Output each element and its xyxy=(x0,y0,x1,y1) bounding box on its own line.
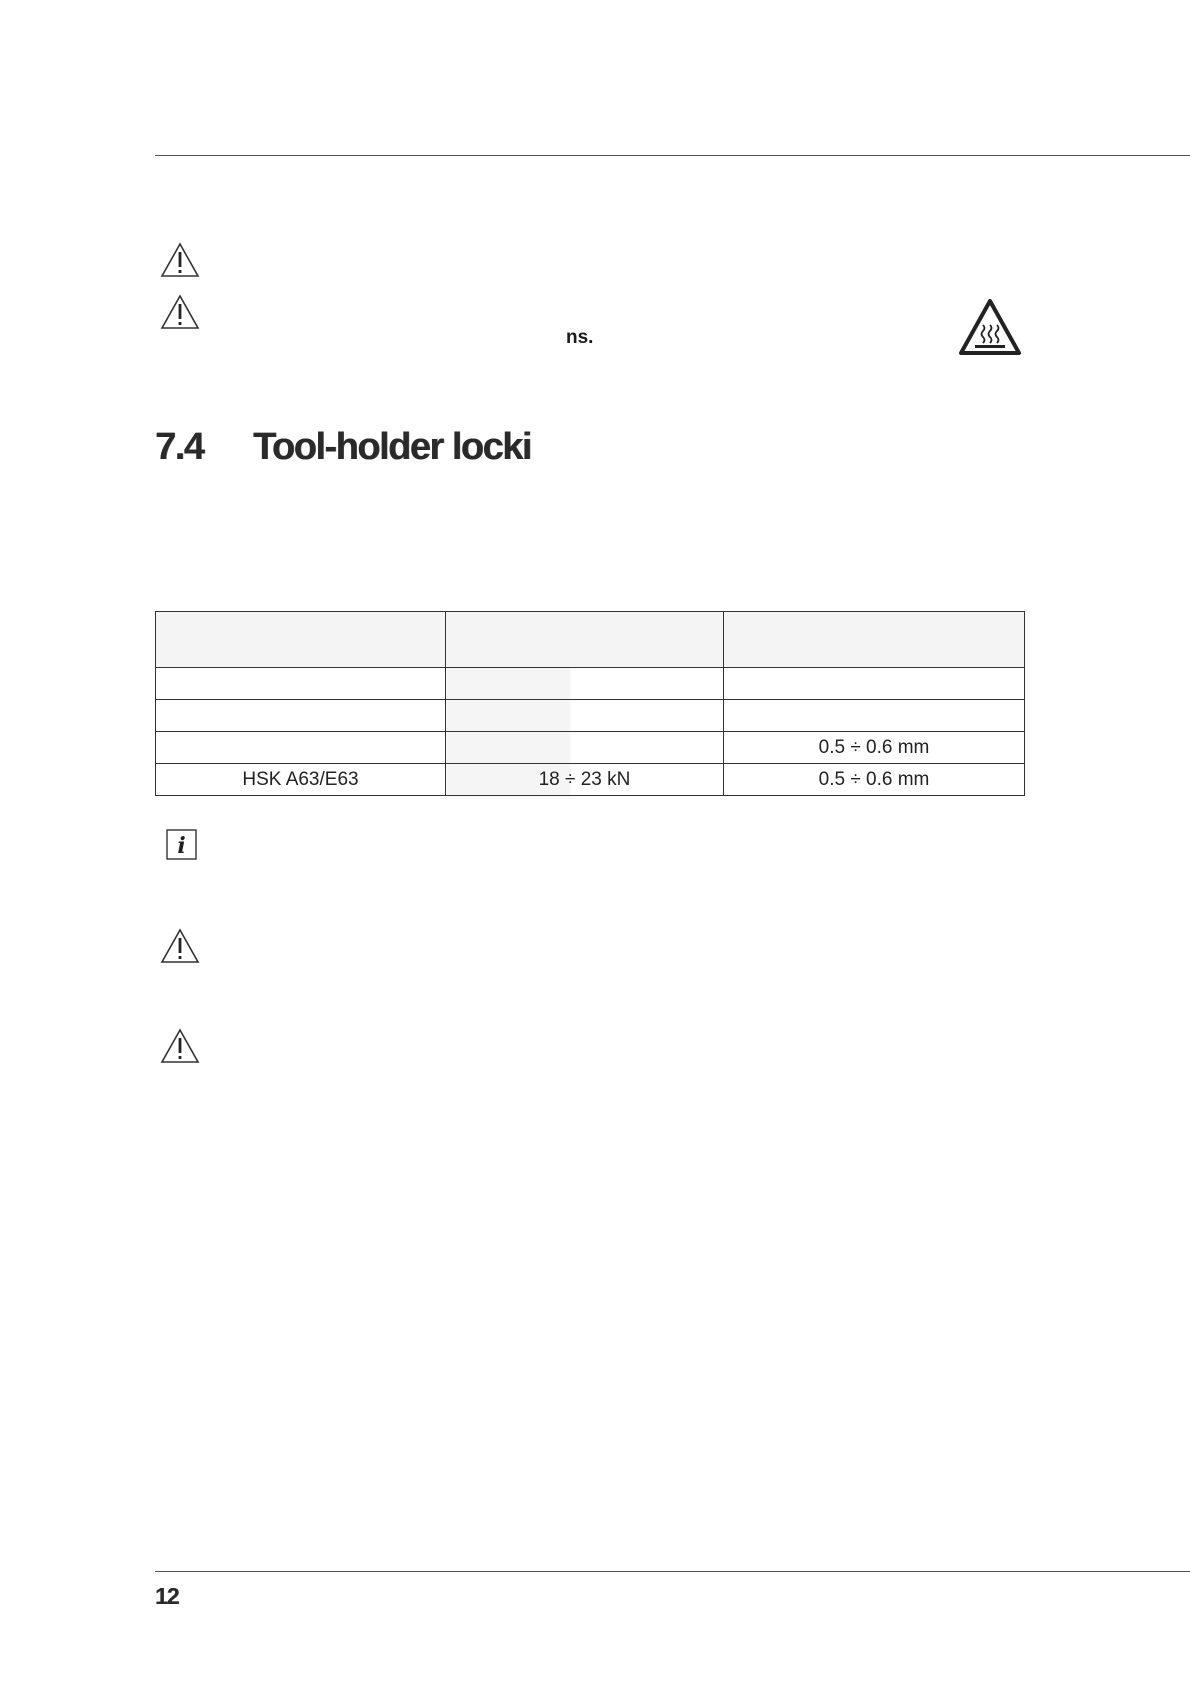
warning-triangle-icon xyxy=(160,242,200,278)
table-row xyxy=(156,700,1025,732)
warning-triangle-icon xyxy=(160,1028,200,1064)
page-number: 12 xyxy=(155,1583,179,1609)
info-icon xyxy=(166,829,197,860)
table-cell: 0.5 ÷ 0.6 mm xyxy=(724,732,1025,764)
table-cell xyxy=(724,668,1025,700)
table-row xyxy=(156,668,1025,700)
table-cell xyxy=(446,700,724,732)
spec-table xyxy=(155,611,1025,796)
table-cell xyxy=(156,700,446,732)
warning-triangle-icon xyxy=(160,294,200,330)
table-header-row xyxy=(156,612,1025,668)
table-cell xyxy=(446,668,724,700)
table-header-cell xyxy=(724,612,1025,668)
table-cell xyxy=(156,668,446,700)
table-cell: 0.5 ÷ 0.6 mm xyxy=(724,764,1025,796)
table-cell: 18 ÷ 23 kN xyxy=(446,764,724,796)
table-cell: HSK A63/E63 xyxy=(156,764,446,796)
hot-surface-warning-icon xyxy=(958,298,1022,356)
header-rule xyxy=(155,155,1190,156)
table-cell xyxy=(724,700,1025,732)
warning-triangle-icon xyxy=(160,928,200,964)
table-cell xyxy=(156,732,446,764)
table-cell xyxy=(446,732,724,764)
text-fragment: ns. xyxy=(566,327,594,348)
table-header-cell xyxy=(156,612,446,668)
section-number: 7.4 xyxy=(155,426,204,468)
section-title: Tool-holder locki xyxy=(253,426,531,468)
svg-text:i: i xyxy=(177,833,186,859)
table-row xyxy=(156,764,1025,796)
footer-rule xyxy=(155,1571,1190,1572)
table-row xyxy=(156,732,1025,764)
table-header-cell xyxy=(446,612,724,668)
